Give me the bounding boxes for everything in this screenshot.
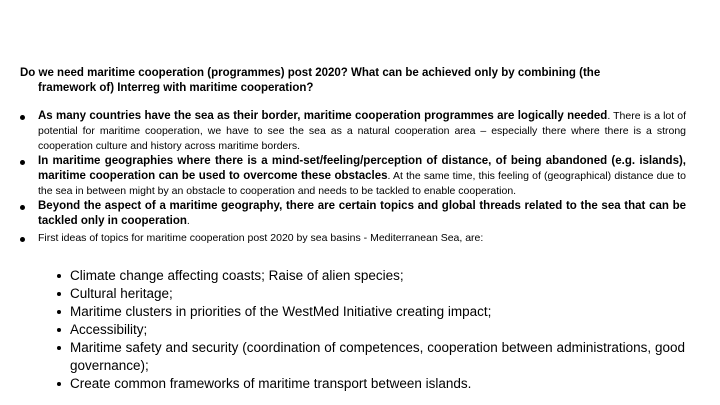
topic-item xyxy=(55,339,685,375)
bullet-bold-text: In maritime geographies where there is a mind-set/feeling/perception of distance, of being abandoned (e.g. islands), maritime cooperation can be used to overcome these obstacles xyxy=(38,155,686,182)
topic-item xyxy=(55,375,685,393)
bullet-text: . xyxy=(186,215,190,227)
topic-item xyxy=(55,285,685,303)
topic-item xyxy=(55,267,685,285)
list-item xyxy=(20,231,686,246)
topic-text: Maritime clusters in priorities of the WestMed Initiative creating impact; xyxy=(70,304,492,319)
topics-list xyxy=(55,267,685,393)
bullet-icon xyxy=(20,115,25,120)
topic-item xyxy=(55,321,685,339)
question-line-1: Do we need maritime cooperation (programmes) post 2020? What can be achieved only by combining (the xyxy=(20,67,601,79)
topic-item xyxy=(55,303,685,321)
bullet-bold-text: Beyond the aspect of a maritime geography, there are certain topics and global threads related to the sea that can be tackled only in cooperation xyxy=(38,200,686,227)
topic-text: Cultural heritage; xyxy=(70,286,173,301)
bullet-icon xyxy=(57,310,61,314)
bullet-icon xyxy=(20,205,25,210)
bullet-icon xyxy=(20,237,25,242)
bullet-text: . There is a lot of potential for maritime cooperation, we have to see the sea as a natural cooperation area – especially there where there is a strong cooperation culture and history across maritime borders. xyxy=(38,110,686,152)
topic-text: Accessibility; xyxy=(70,322,148,337)
bullet-icon xyxy=(57,346,61,350)
bullet-icon xyxy=(57,382,61,386)
bullet-icon xyxy=(57,328,61,332)
main-bullet-list xyxy=(20,109,686,246)
list-item xyxy=(20,154,686,199)
bullet-icon xyxy=(20,160,25,165)
list-item xyxy=(20,199,686,229)
bullet-text: First ideas of topics for maritime cooperation post 2020 by sea basins - Mediterranean Sea, are: xyxy=(38,232,484,244)
question-heading xyxy=(20,66,686,96)
bullet-icon xyxy=(57,292,61,296)
bullet-text: . At the same time, this feeling of (geographical) distance due to the sea in between might by an obstacle to cooperation and needs to be tackled to enable cooperation. xyxy=(38,170,686,197)
list-item xyxy=(20,109,686,154)
question-line-2: framework of) Interreg with maritime cooperation? xyxy=(38,82,314,94)
topic-text: Climate change affecting coasts; Raise of alien species; xyxy=(70,268,404,283)
topic-text: Maritime safety and security (coordination of competences, cooperation between administrations, good governance); xyxy=(70,340,685,373)
topic-text: Create common frameworks of maritime transport between islands. xyxy=(70,376,472,391)
bullet-bold-text: As many countries have the sea as their border, maritime cooperation programmes are logically needed xyxy=(38,110,608,122)
bullet-icon xyxy=(57,274,61,278)
